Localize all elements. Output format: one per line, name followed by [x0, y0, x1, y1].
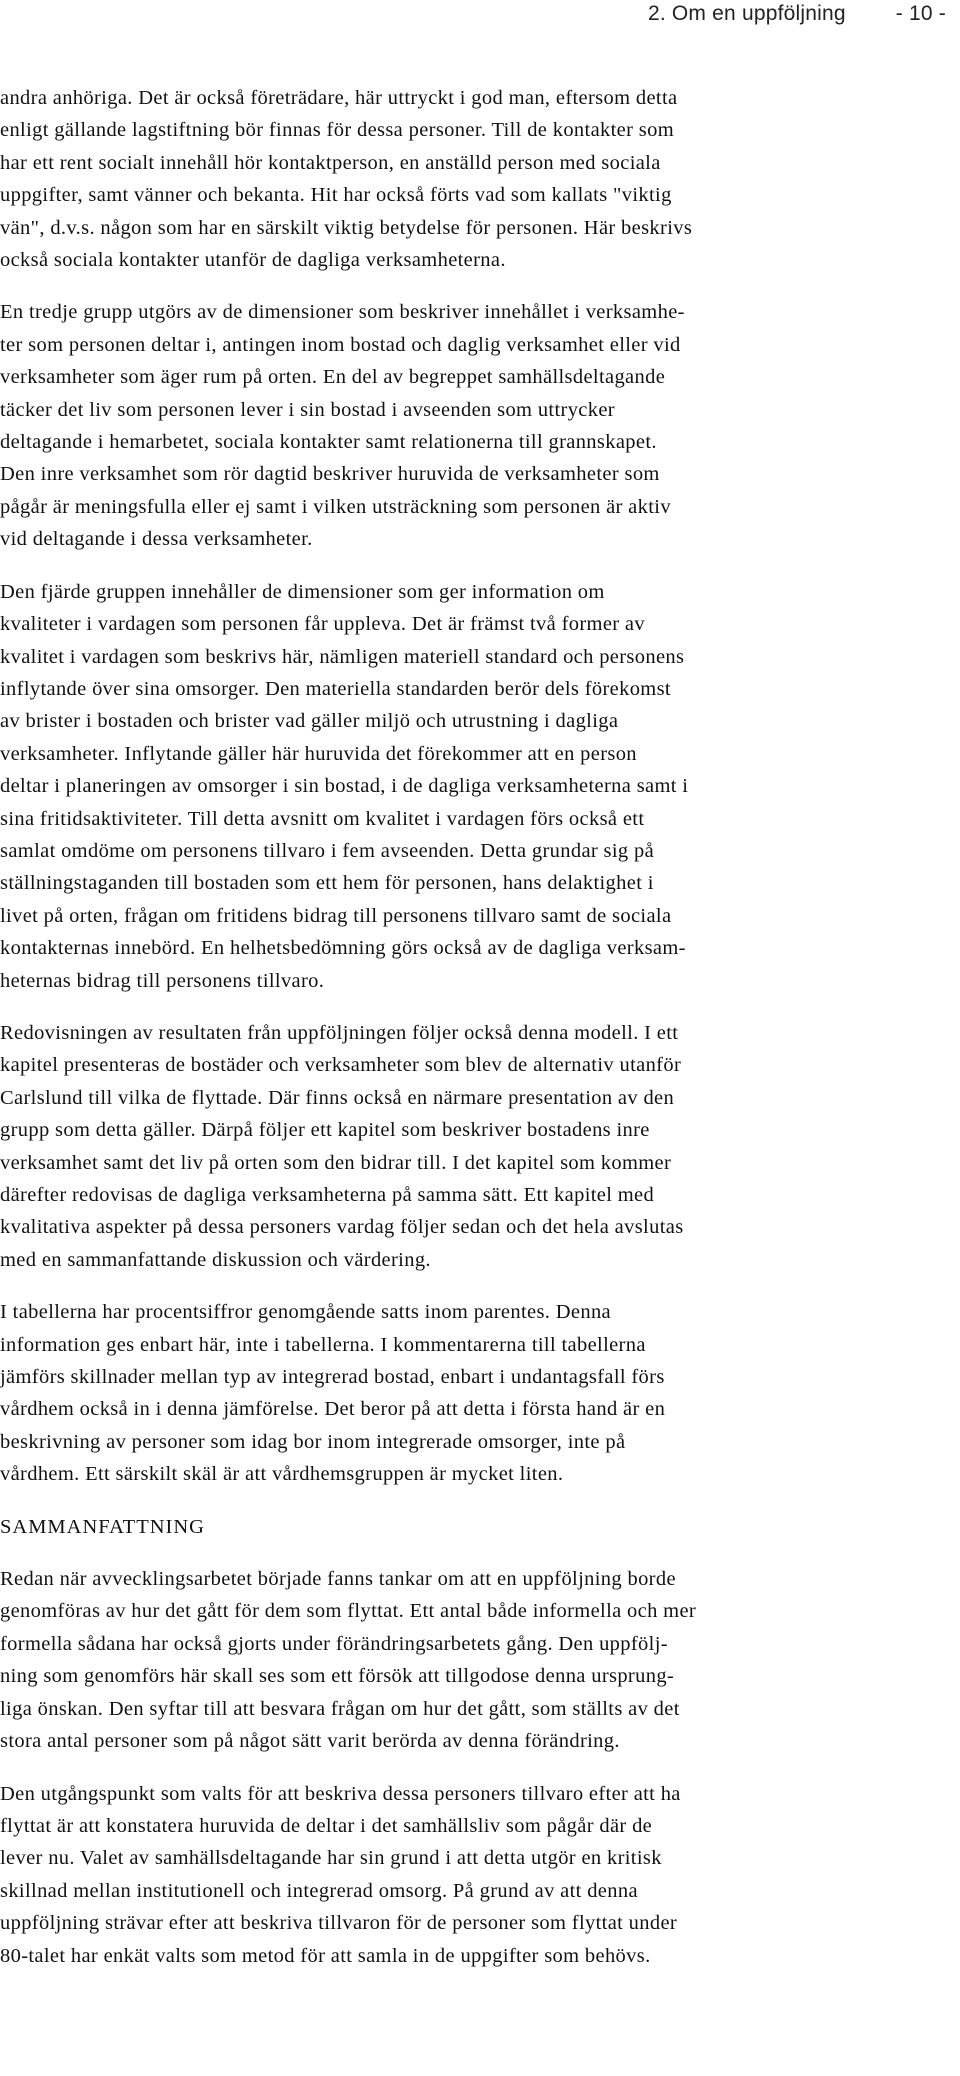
text-line: beskrivning av personer som idag bor inom integrerade omsorger, inte på — [0, 1430, 626, 1453]
text-line: inflytande över sina omsorger. Den materiella standarden berör dels förekomst — [0, 677, 671, 700]
text-line: vårdhem också in i denna jämförelse. Det beror på att detta i första hand är en — [0, 1398, 666, 1421]
text-line: flyttat är att konstatera huruvida de deltar i det samhällsliv som pågår där de — [0, 1814, 653, 1837]
text-line: sina fritidsaktiviteter. Till detta avsnitt om kvalitet i vardagen förs också ett — [0, 807, 645, 830]
text-line: Den inre verksamhet som rör dagtid beskriver huruvida de verksamheter som — [0, 463, 660, 486]
text-line: vid deltagande i dessa verksamheter. — [0, 528, 313, 551]
text-line: kvaliteter i vardagen som personen får uppleva. Det är främst två former av — [0, 613, 645, 636]
paragraph — [0, 296, 956, 555]
text-line: Den fjärde gruppen innehåller de dimensioner som ger information om — [0, 580, 605, 603]
text-line: deltagande i hemarbetet, sociala kontakter samt relationerna till grannskapet. — [0, 431, 657, 454]
page-number: - 10 - — [895, 2, 946, 25]
paragraph-gap — [0, 1491, 956, 1511]
text-line: enligt gällande lagstiftning bör finnas för dessa personer. Till de kontakter som — [0, 119, 674, 142]
paragraph-gap — [0, 556, 956, 576]
text-line: av brister i bostaden och brister vad gäller miljö och utrustning i dagliga — [0, 710, 619, 733]
text-line: 80-talet har enkät valts som metod för att samla in de uppgifter som behövs. — [0, 1944, 651, 1967]
text-line: också sociala kontakter utanför de dagliga verksamheterna. — [0, 249, 506, 272]
text-line: skillnad mellan institutionell och integrerad omsorg. På grund av att denna — [0, 1879, 638, 1902]
chapter-title: 2. Om en uppföljning — [647, 2, 846, 25]
text-line: samlat omdöme om personens tillvaro i fem avseenden. Detta grundar sig på — [0, 839, 655, 862]
text-line: heternas bidrag till personens tillvaro. — [0, 969, 325, 992]
paragraph — [0, 1017, 956, 1276]
text-line: kvalitet i vardagen som beskrivs här, nämligen materiell standard och personens — [0, 645, 685, 668]
text-line: jämförs skillnader mellan typ av integrerad bostad, enbart i undantagsfall förs — [0, 1366, 665, 1389]
paragraph-gap — [0, 1276, 956, 1296]
text-line: I tabellerna har procentsiffror genomgående satts inom parentes. Denna — [0, 1301, 611, 1324]
paragraph-gap — [0, 1543, 956, 1563]
paragraph — [0, 576, 956, 997]
text-line: grupp som detta gäller. Därpå följer ett kapitel som beskriver bostadens inre — [0, 1119, 650, 1142]
text-line: ter som personen deltar i, antingen inom bostad och daglig verksamhet eller vid — [0, 333, 681, 356]
text-line: har ett rent socialt innehåll hör kontaktperson, en anställd person med sociala — [0, 151, 661, 174]
text-line: verksamheter som äger rum på orten. En del av begreppet samhällsdeltagande — [0, 366, 666, 389]
text-line: täcker det liv som personen lever i sin bostad i avseenden som uttrycker — [0, 398, 615, 421]
paragraph — [0, 1563, 956, 1757]
paragraph-gap — [0, 276, 956, 296]
text-line: därefter redovisas de dagliga verksamheterna på samma sätt. Ett kapitel med — [0, 1184, 655, 1206]
text-line: lever nu. Valet av samhällsdeltagande har sin grund i att detta utgör en kritisk — [0, 1847, 662, 1870]
paragraph — [0, 1296, 956, 1490]
text-line: information ges enbart här, inte i tabellerna. I kommentarerna till tabellerna — [0, 1333, 646, 1356]
text-line: med en sammanfattande diskussion och värdering. — [0, 1248, 431, 1271]
text-line: deltar i planeringen av omsorger i sin bostad, i de dagliga verksamheterna samt i — [0, 775, 689, 798]
running-header — [648, 2, 946, 26]
text-line: kontakternas innebörd. En helhetsbedömning görs också av de dagliga verksam- — [0, 937, 686, 960]
text-line: Carlslund till vilka de flyttade. Där finns också en närmare presentation av den — [0, 1086, 675, 1109]
section-heading: SAMMANFATTNING — [0, 1515, 205, 1538]
paragraph — [0, 1778, 956, 1972]
text-line: Redan när avvecklingsarbetet började fanns tankar om att en uppföljning borde — [0, 1568, 676, 1591]
document-body — [0, 82, 956, 1972]
paragraph — [0, 82, 956, 276]
text-line: uppföljning strävar efter att beskriva tillvaron för de personer som flyttat under — [0, 1912, 678, 1935]
text-line: livet på orten, frågan om fritidens bidrag till personens tillvaro samt de sociala — [0, 904, 672, 927]
text-line: Redovisningen av resultaten från uppföljningen följer också denna modell. I ett — [0, 1021, 679, 1044]
text-line: verksamhet samt det liv på orten som den bidrar till. I det kapitel som kommer — [0, 1151, 672, 1174]
text-line: ställningstaganden till bostaden som ett hem för personen, hans delaktighet i — [0, 872, 654, 895]
text-line: pågår är meningsfulla eller ej samt i vilken utsträckning som personen är aktiv — [0, 495, 671, 518]
text-line: liga önskan. Den syftar till att besvara frågan om hur det gått, som ställts av det — [0, 1697, 680, 1720]
text-line: genomföras av hur det gått för dem som flyttat. Ett antal både informella och mer — [0, 1600, 697, 1623]
text-line: En tredje grupp utgörs av de dimensioner som beskriver innehållet i verksamhe- — [0, 301, 685, 324]
text-line: kapitel presenteras de bostäder och verksamheter som blev de alternativ utanför — [0, 1054, 682, 1077]
text-line: kvalitativa aspekter på dessa personers vardag följer sedan och det hela avslutas — [0, 1216, 684, 1239]
text-line: stora antal personer som på något sätt varit berörda av denna förändring. — [0, 1730, 620, 1753]
text-line: andra anhöriga. Det är också företrädare, här uttryckt i god man, eftersom detta — [0, 87, 678, 109]
text-line: vän", d.v.s. någon som har en särskilt viktig betydelse för personen. Här beskrivs — [0, 216, 693, 239]
text-line: ning som genomförs här skall ses som ett försök att tillgodose denna ursprung- — [0, 1665, 675, 1688]
text-line: vårdhem. Ett särskilt skäl är att vårdhemsgruppen är mycket liten. — [0, 1463, 564, 1486]
text-line: uppgifter, samt vänner och bekanta. Hit har också förts vad som kallats "viktig — [0, 184, 672, 207]
paragraph-gap — [0, 997, 956, 1017]
text-line: verksamheter. Inflytande gäller här huruvida det förekommer att en person — [0, 742, 637, 765]
text-line: Den utgångspunkt som valts för att beskriva dessa personers tillvaro efter att ha — [0, 1782, 681, 1805]
paragraph-gap — [0, 1758, 956, 1778]
text-line: formella sådana har också gjorts under förändringsarbetets gång. Den uppfölj- — [0, 1632, 668, 1655]
